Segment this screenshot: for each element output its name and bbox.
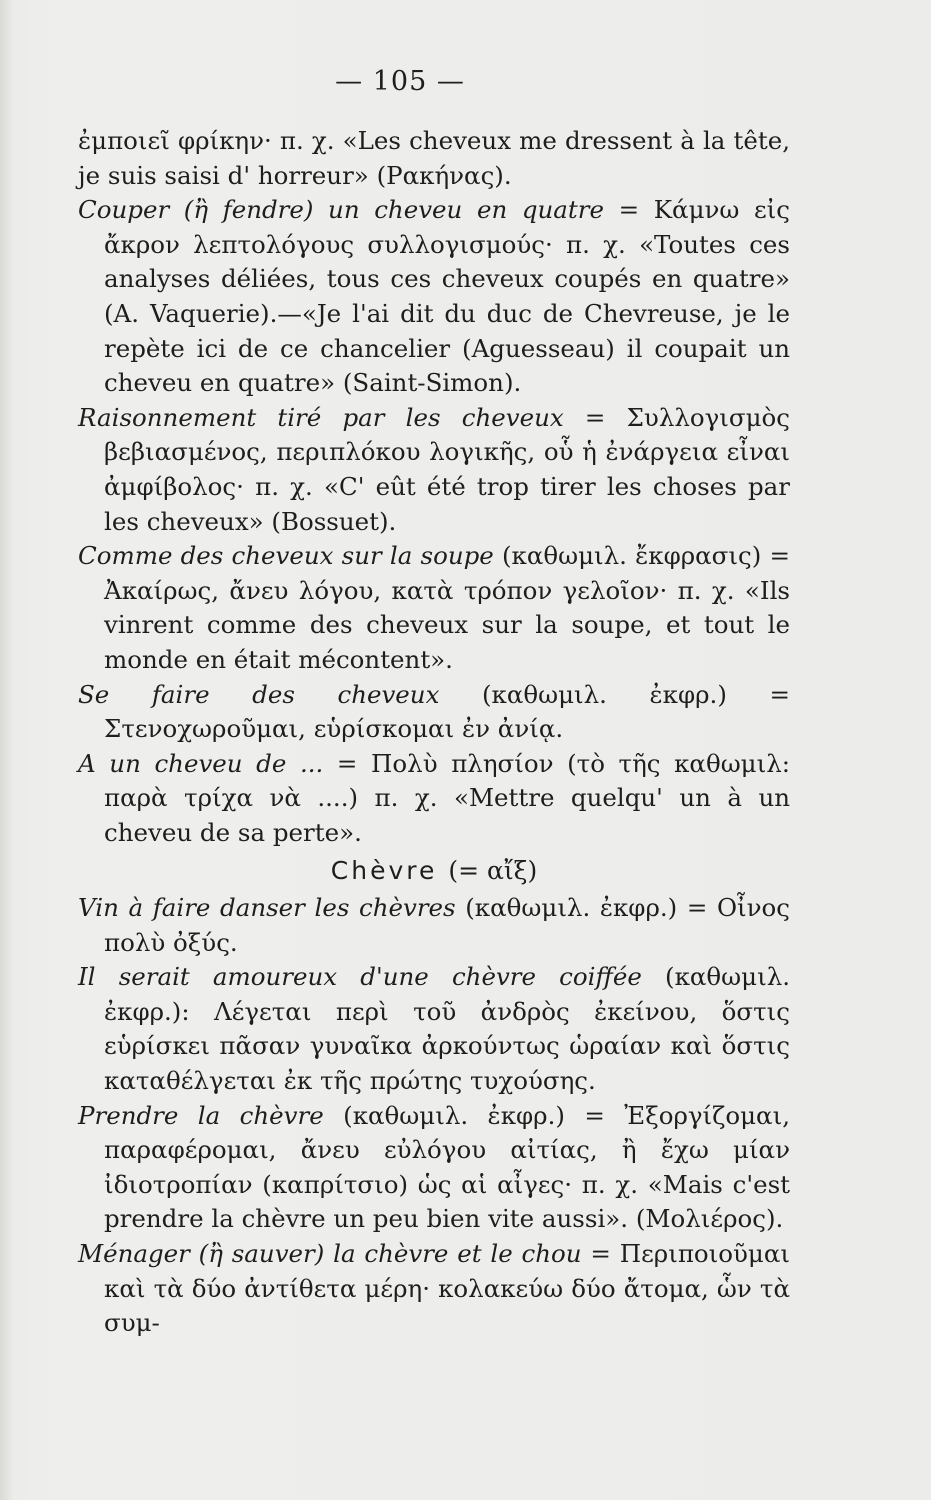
idiom-entry-prendre [78,1099,790,1237]
idiom-entry-se-faire [78,678,790,747]
section-gloss: (= αἴξ) [448,856,538,886]
entry-body: = Περιποιοῦμαι καὶ τὰ δύο ἀντίθετα μέρη· κολακεύω δύο ἄτομα, ὧν τὰ συμ- [104,1239,790,1338]
idiom-entry-il-serait [78,960,790,1098]
entry-headword: Comme des cheveux sur la soupe [78,541,494,571]
idiom-entry-a-un-cheveu [78,747,790,851]
entry-body: ἐμποιεῖ φρίκην· π. χ. «Les cheveux me dressent à la tête, je suis saisi d' horreur» (Ρακήνας). [78,126,790,190]
page-number: — 105 — [335,66,465,97]
entry-headword: Prendre la chèvre [78,1100,324,1130]
idiom-entry-vin [78,891,790,960]
entry-body: = Συλλογισμὸς βεβιασμένος, περιπλόκου λογικῆς, οὗ ἡ ἐνάργεια εἶναι ἀμφίβολος· π. χ. «C' eût été trop tirer les choses par les cheveux» (Bossuet). [104,402,791,536]
entry-headword: Ménager (ἢ sauver) la chèvre et le chou [78,1239,582,1268]
section-heading [78,854,790,889]
entry-headword: A un cheveu de ... [78,748,324,778]
idiom-entry-couper [78,193,790,401]
dictionary-text [78,124,790,1341]
entry-headword: Couper (ἢ fendre) un cheveu en quatre [78,195,604,225]
idiom-entry-raisonnement [78,401,790,539]
entry-headword: Raisonnement tiré par les cheveux [78,402,564,432]
idiom-entry-comme [78,539,790,677]
entry-body: (καθωμιλ. ἔκφρασις) = Ἀκαίρως, ἄνευ λόγου, κατὰ τρόπον γελοῖον· π. χ. «Ils vinrent comme des cheveux sur la soupe, et tout le monde en était mécontent». [104,541,790,674]
section-title: Chèvre [330,856,438,886]
idiom-entry-menager [78,1237,790,1341]
entry-body: (καθωμιλ. ἐκφρ.): Λέγεται περὶ τοῦ ἀνδρὸς ἐκείνου, ὅστις εὑρίσκει πᾶσαν γυναῖκα ἀρκούντως ὡραίαν καὶ ὅστις καταθέλγεται ἐκ τῆς πρώτης τυχούσης. [104,962,791,1096]
entry-body: (καθωμιλ. ἐκφρ.) = Οἶνος πολὺ ὀξύς. [104,893,791,957]
entry-headword: Se faire des cheveux [78,679,440,709]
entry-body: = Κάμνω εἰς ἄκρον λεπτολόγους συλλογισμούς· π. χ. «Toutes ces analyses déliées, tous ces cheveux coupés en quatre» (A. Vaquerie).—«Je l'ai dit du duc de Chevreuse, je le repète ici de ce chancelier (Aguesseau) il coupait un cheveu en quatre» (Saint-Simon). [104,195,790,398]
entry-headword: Vin à faire danser les chèvres [78,893,456,923]
entry-headword: Il serait amoureux d'une chèvre coiffée [78,962,642,992]
entry-body: = Πολὺ πλησίον (τὸ τῆς καθωμιλ: παρὰ τρίχα νὰ ....) π. χ. «Mettre quelqu' un à un cheveu de sa perte». [104,748,790,847]
entry-body: (καθωμιλ. ἐκφρ.) = Ἐξοργίζομαι, παραφέρομαι, ἄνευ εὐλόγου αἰτίας, ἢ ἔχω μίαν ἰδιοτροπίαν (καπρίτσιο) ὡς αἱ αἶγες· π. χ. «Mais c'est prendre la chèvre un peu bien vite aussi». (Μολιέρος). [104,1100,790,1234]
continuation-paragraph [78,124,790,193]
entry-body: (καθωμιλ. ἐκφρ.) = Στενοχωροῦμαι, εὑρίσκομαι ἐν ἀνίᾳ. [104,679,790,744]
